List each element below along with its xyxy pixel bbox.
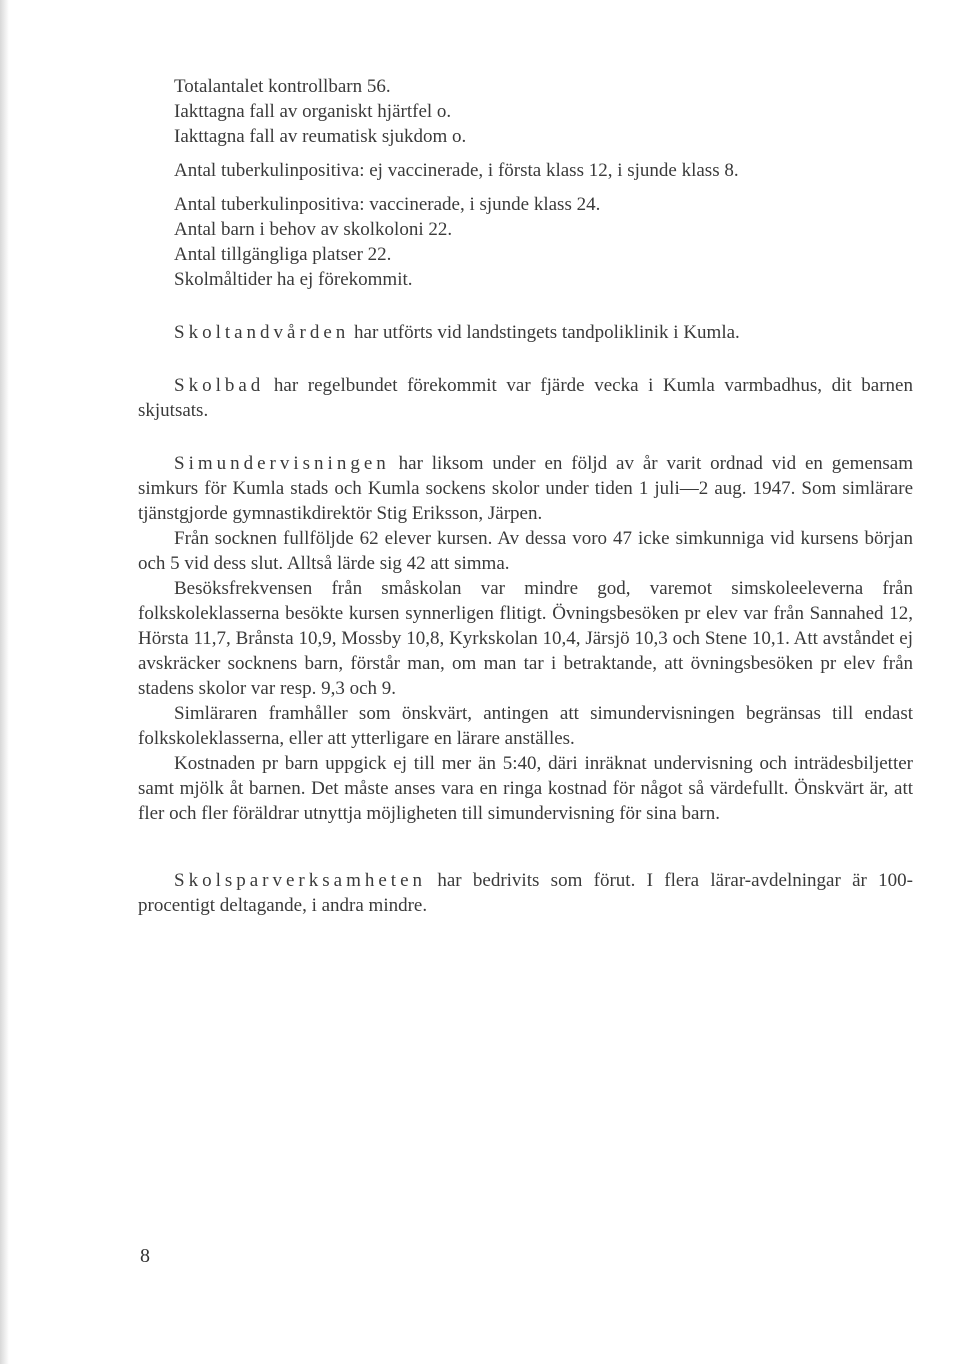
line-school-meals: Skolmåltider ha ej förekommit. bbox=[174, 269, 413, 290]
paragraph-savings bbox=[138, 868, 913, 918]
page-number: 8 bbox=[140, 1245, 150, 1267]
paragraph-swim bbox=[138, 451, 913, 526]
paragraph-swim-pupils: Från socknen fullföljde 62 elever kursen. Av dessa voro 47 icke simkunniga vid kursens början och 5 vid dess slut. Alltså lärde sig 42 att simma. bbox=[138, 528, 913, 574]
line-organic-heart: Iakttagna fall av organiskt hjärtfel o. bbox=[174, 101, 452, 122]
line-tbc-vaccinated: Antal tuberkulinpositiva: vaccinerade, i sjunde klass 24. bbox=[174, 194, 601, 215]
text-savings: har bedrivits som förut. I flera lärar-avdelningar är 100-procentigt deltagande, i andra mindre. bbox=[138, 870, 913, 916]
page-edge-shadow bbox=[0, 0, 9, 1364]
line-school-colony: Antal barn i behov av skolkoloni 22. bbox=[174, 219, 453, 240]
paragraph-swim-attendance: Besöksfrekvensen från småskolan var mindre god, varemot simskoleeleverna från folkskoleklasserna besökte kursen synnerligen flitigt. Övningsbesöken pr elev var från Sannahed 12, Hörsta 11,7, Brånsta 10,9, Mossby 10,8, Kyrkskolan 10,4, Järsjö 10,3 och Stene 10,1. Att avståndet ej avskräcker socknens barn, förstår man, om man tar i betraktande, att övningsbesöken pr elev från stadens skolor var resp. 9,3 och 9. bbox=[138, 578, 913, 699]
document-page bbox=[138, 74, 913, 918]
heading-bath: Skolbad bbox=[174, 375, 265, 396]
text-swim: har liksom under en följd av år varit ordnad vid en gemensam simkurs för Kumla stads och Kumla sockens skolor under tiden 1 juli—2 aug. 1947. Som simlärare tjänstgjorde gymnastikdirektör Stig Eriksson, Järpen. bbox=[138, 453, 913, 524]
heading-savings: Skolsparverksamheten bbox=[174, 870, 427, 891]
line-control-children: Totalantalet kontrollbarn 56. bbox=[174, 76, 391, 97]
paragraph-swim-teacher: Simläraren framhåller som önskvärt, antingen att simundervisningen begränsas till endast folkskoleklasserna, eller att ytterligare en lärare anställes. bbox=[138, 703, 913, 749]
heading-swim: Simundervisningen bbox=[174, 453, 390, 474]
text-dental: har utförts vid landstingets tandpoliklinik i Kumla. bbox=[349, 322, 740, 343]
text-bath: har regelbundet förekommit var fjärde vecka i Kumla varmbadhus, dit barnen skjutsats. bbox=[138, 375, 913, 421]
heading-dental: Skoltandvården bbox=[174, 322, 350, 343]
line-places: Antal tillgängliga platser 22. bbox=[174, 244, 392, 265]
line-rheumatic: Iakttagna fall av reumatisk sjukdom o. bbox=[174, 126, 467, 147]
paragraph-dental bbox=[138, 320, 913, 345]
paragraph-swim-cost: Kostnaden pr barn uppgick ej till mer än 5:40, däri inräknat undervisning och inträdesbiljetter samt mjölk åt barnen. Det måste anses vara en ringa kostnad för något så värdefullt. Önskvärt är, att fler och fler föräldrar utnyttja möjligheten till simundervisning för sina barn. bbox=[138, 753, 913, 824]
paragraph-bath bbox=[138, 373, 913, 423]
line-tbc-unvaccinated: Antal tuberkulinpositiva: ej vaccinerade, i första klass 12, i sjunde klass 8. bbox=[174, 160, 739, 181]
